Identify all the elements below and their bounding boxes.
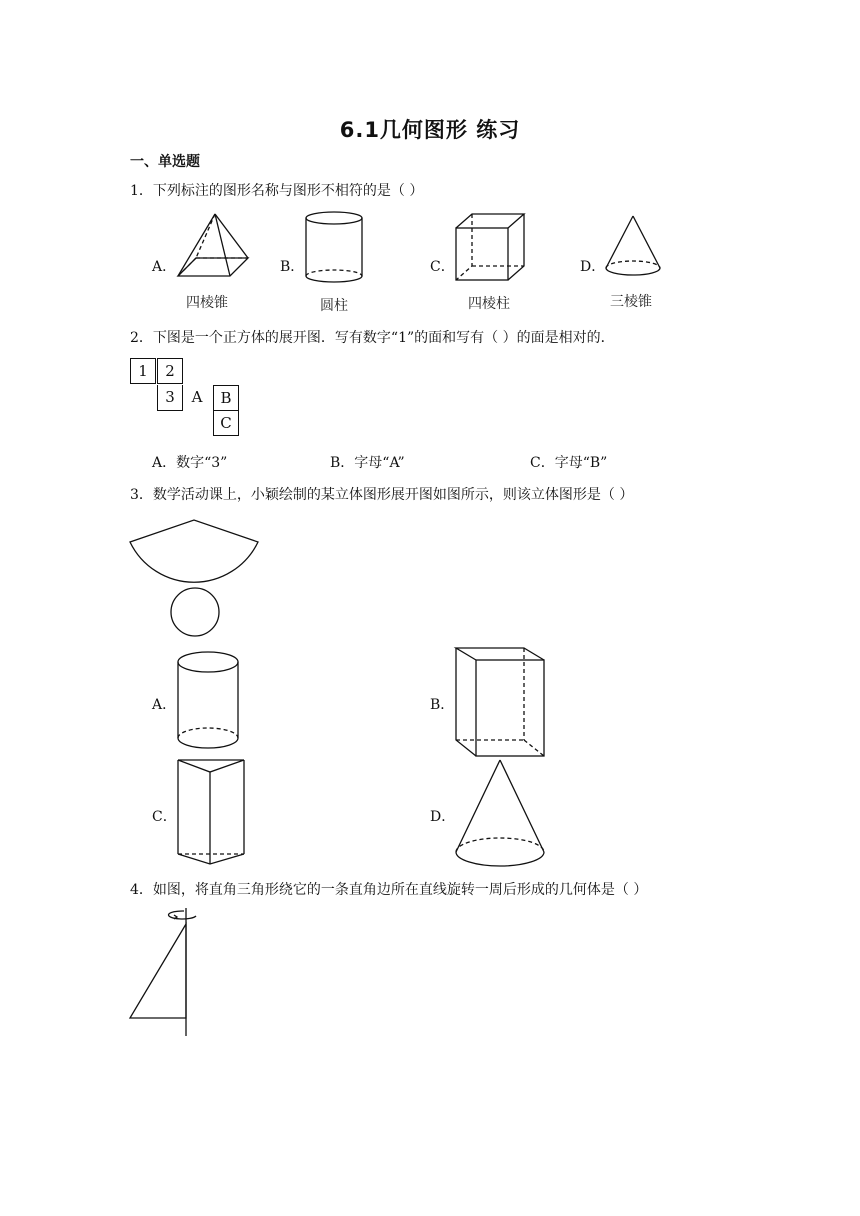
q2-option-b: B．字母“A” [330,455,405,471]
net-face-3: 3 [157,385,183,411]
q1-option-d-caption: 三棱锥 [610,294,652,310]
q2-option-c: C．字母“B” [530,455,608,471]
net-face-c: C [213,410,239,436]
q1-option-b-caption: 圆柱 [320,298,348,314]
pyramid-icon [176,212,256,280]
q1-option-b-letter: B． [280,259,305,275]
q1-option-d-letter: D． [580,259,606,275]
q1-option-c-letter: C． [430,259,455,275]
section-heading: 一、单选题 [130,154,200,170]
cone-icon [604,214,664,278]
q1-option-a-caption: 四棱锥 [186,295,228,311]
question-1-stem: 1．下列标注的图形名称与图形不相符的是（ ） [130,183,424,199]
sector-shape [130,520,258,582]
question-4-stem: 4．如图，将直角三角形绕它的一条直角边所在直线旋转一周后形成的几何体是（ ） [130,882,648,898]
q2-option-a: A．数字“3” [152,455,228,471]
base-circle [171,588,219,636]
triangular-prism-icon [176,758,248,868]
q1-option-c-caption: 四棱柱 [468,296,510,312]
net-face-1: 1 [130,358,156,384]
cone-icon [454,758,548,870]
net-face-a: A [184,385,210,411]
q1-option-a-letter: A． [152,259,177,275]
cylinder-icon [304,210,366,286]
q3-option-a-letter: A． [152,697,177,713]
page-title: 6.1几何图形 练习 [339,118,521,142]
question-2-stem: 2．下图是一个正方体的展开图．写有数字“1”的面和写有（ ）的面是相对的． [130,330,615,346]
q3-option-b-letter: B． [430,697,455,713]
rotation-arrow-icon [168,911,196,919]
cuboid-icon [454,646,546,758]
right-triangle [130,924,186,1018]
question-3-stem: 3．数学活动课上，小颖绘制的某立体图形展开图如图所示，则该立体图形是（ ） [130,487,634,503]
cone-net-diagram [128,518,262,640]
cube-icon [454,212,528,282]
right-triangle-rotation-diagram [128,906,196,1040]
q3-option-c-letter: C． [152,809,177,825]
net-face-b: B [213,385,239,411]
q3-option-d-letter: D． [430,809,456,825]
cylinder-icon [176,650,242,752]
net-face-2: 2 [157,358,183,384]
